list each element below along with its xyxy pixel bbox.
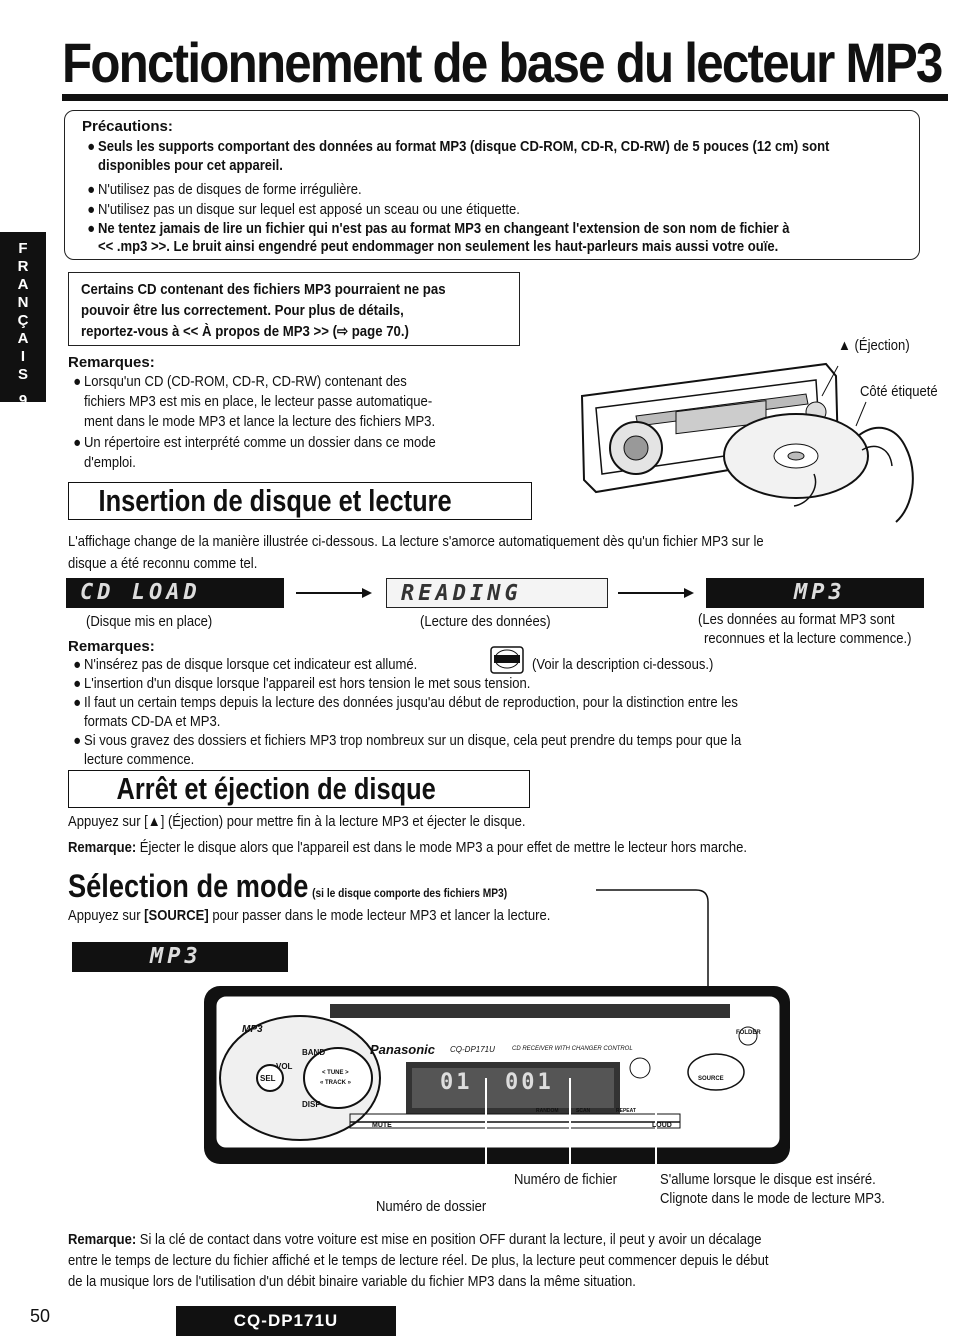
note-line: reportez-vous à << À propos de MP3 >> (⇨ page 70.) xyxy=(81,323,409,340)
track-button: « TRACK » xyxy=(320,1080,352,1086)
precaution-item: ● N'utilisez pas de disques de forme irrégulière. xyxy=(87,182,362,198)
disc-indicator-label: Clignote dans le mode de lecture MP3. xyxy=(660,1191,885,1207)
side-tab-letter: I xyxy=(20,348,26,365)
final-remarque-line: Remarque: Si la clé de contact dans votre voiture est mise en position OFF durant la lecture, il peut y avoir un décalage xyxy=(68,1232,762,1248)
random-label: RANDOM xyxy=(536,1108,559,1114)
note-line: pouvoir être lus correctement. Pour plus de détails, xyxy=(81,302,404,319)
tune-button: < TUNE > xyxy=(322,1070,349,1076)
lcd-display-reading: READING xyxy=(386,578,608,608)
source-key-label: [SOURCE] xyxy=(144,908,209,924)
page-number: 50 xyxy=(30,1306,51,1326)
repeat-label: REPEAT xyxy=(616,1108,636,1114)
disc-indicator-icon xyxy=(490,646,524,674)
insertion-intro-line: L'affichage change de la manière illustrée ci-dessous. La lecture s'amorce automatiquement dès qu'un fichier MP3 sur le xyxy=(68,534,764,550)
final-remarque-line: entre le temps de lecture du fichier affiché et le temps de lecture réel. De plus, la lecture peut commencer depuis le début xyxy=(68,1253,769,1269)
scan-label: SCAN xyxy=(576,1108,591,1114)
stereo-lcd: 01 001 xyxy=(440,1070,554,1095)
remarque-item-cont: lecture commence. xyxy=(84,752,195,768)
remarque-item: ● L'insertion d'un disque lorsque l'appareil est hors tension le met sous tension. xyxy=(73,676,531,692)
insertion-intro-line: disque a été reconnu comme tel. xyxy=(68,556,258,572)
side-tab-letter: R xyxy=(17,258,29,275)
precaution-item-cont: << .mp3 >>. Le bruit ainsi engendré peut endommager non seulement les haut-parleurs mais aussi votre ouïe. xyxy=(98,239,779,255)
band-button: BAND xyxy=(302,1048,326,1057)
lcd-display-cd-load: CD LOAD xyxy=(66,578,284,608)
language-side-tab xyxy=(0,232,46,409)
precaution-item-cont: disponibles pour cet appareil. xyxy=(98,158,283,174)
label-side-label: Côté étiqueté xyxy=(860,384,938,400)
stereo-mp3-badge: MP3 xyxy=(242,1024,263,1035)
mp3-note-box xyxy=(68,272,520,346)
remarque-item: ● Un répertoire est interprété comme un dossier dans ce mode xyxy=(73,435,436,451)
folder-number-label: Numéro de dossier xyxy=(376,1199,487,1215)
display-caption: reconnues et la lecture commence.) xyxy=(704,631,912,647)
file-number-label: Numéro de fichier xyxy=(514,1172,617,1188)
section-heading-insertion: Insertion de disque et lecture xyxy=(68,482,532,520)
arret-remarque: Remarque: Éjecter le disque alors que l'appareil est dans le mode MP3 a pour effet de mettre le lecteur hors marche. xyxy=(68,840,748,856)
side-tab-letter: F xyxy=(18,240,28,257)
precautions-title: Précautions: xyxy=(82,118,173,135)
side-tab-letter: A xyxy=(17,330,29,347)
disc-insertion-illustration xyxy=(576,356,926,526)
stereo-model: CQ-DP171U xyxy=(450,1045,495,1054)
note-line: Certains CD contenant des fichiers MP3 pourraient ne pas xyxy=(81,281,446,298)
title-rule xyxy=(62,94,948,101)
loud-button: LOUD xyxy=(652,1122,672,1129)
remarques-title: Remarques: xyxy=(68,638,155,655)
source-button: SOURCE xyxy=(698,1076,724,1082)
page-title: Fonctionnement de base du lecteur MP3 xyxy=(62,31,942,94)
remarque-item-cont: (Voir la description ci-dessous.) xyxy=(532,657,714,673)
remarque-item: ● N'insérez pas de disque lorsque cet indicateur est allumé. xyxy=(73,657,418,673)
precaution-item: ● Ne tentez jamais de lire un fichier qui n'est pas au format MP3 en changeant l'extension de son nom de fichier à xyxy=(87,221,790,237)
mute-button: MUTE xyxy=(372,1122,392,1129)
lcd-display-mp3: MP3 xyxy=(706,578,924,608)
arrow-right-icon xyxy=(618,586,696,600)
remarque-item-cont: fichiers MP3 est mis en place, le lecteur passe automatique- xyxy=(84,394,433,410)
remarque-item-cont: d'emploi. xyxy=(84,455,136,471)
disc-indicator-label: S'allume lorsque le disque est inséré. xyxy=(660,1172,876,1188)
arrow-right-icon xyxy=(296,586,374,600)
side-tab-letter: A xyxy=(17,276,29,293)
lcd-display-mp3-mode: MP3 xyxy=(72,942,288,972)
section-heading-arret: Arrêt et éjection de disque xyxy=(68,770,530,808)
disp-button: DISP xyxy=(302,1100,321,1109)
section-heading-selection: Sélection de mode (si le disque comporte des fichiers MP3) xyxy=(68,868,508,904)
stereo-subtitle: CD RECEIVER WITH CHANGER CONTROL xyxy=(512,1046,633,1052)
side-tab-letter: Ç xyxy=(17,312,29,329)
vol-label: VOL xyxy=(276,1062,293,1071)
stereo-brand: Panasonic xyxy=(370,1042,436,1057)
side-tab-letter: S xyxy=(17,366,28,383)
final-remarque-line: de la musique lors de l'utilisation d'un débit binaire variable du fichier MP3 dans la même situation. xyxy=(68,1274,636,1290)
sel-button: SEL xyxy=(260,1074,276,1083)
folder-button: FOLDER xyxy=(736,1030,761,1036)
remarques-title: Remarques: xyxy=(68,354,155,371)
eject-label: ▲ (Éjection) xyxy=(838,338,910,354)
side-tab-page: 9 xyxy=(18,392,28,409)
remarque-item: ● Il faut un certain temps depuis la lecture des données jusqu'au début de reproduction, pour la distinction entre les xyxy=(73,695,738,711)
display-caption: (Lecture des données) xyxy=(420,614,551,630)
remarque-item: ● Si vous gravez des dossiers et fichiers MP3 trop nombreux sur un disque, cela peut prendre du temps pour que la xyxy=(73,733,742,749)
display-caption: (Les données au format MP3 sont xyxy=(698,612,895,628)
side-tab-letter: N xyxy=(17,294,29,311)
footer-model-badge: CQ-DP171U xyxy=(176,1306,396,1336)
remarque-item-cont: formats CD-DA et MP3. xyxy=(84,714,221,730)
remarque-item: ● Lorsqu'un CD (CD-ROM, CD-R, CD-RW) contenant des xyxy=(73,374,407,390)
arret-instruction: Appuyez sur [▲] (Éjection) pour mettre fin à la lecture MP3 et éjecter le disque. xyxy=(68,814,526,830)
display-caption: (Disque mis en place) xyxy=(86,614,213,630)
precaution-item: ● Seuls les supports comportant des données au format MP3 (disque CD-ROM, CD-R, CD-RW) de 5 pouces (12 cm) sont xyxy=(87,139,830,155)
remarque-item-cont: ment dans le mode MP3 et lance la lecture des fichiers MP3. xyxy=(84,414,436,430)
precaution-item: ● N'utilisez pas un disque sur lequel est apposé un sceau ou une étiquette. xyxy=(87,202,520,218)
selection-instruction: Appuyez sur [SOURCE] pour passer dans le mode lecteur MP3 et lancer la lecture. xyxy=(68,908,551,924)
